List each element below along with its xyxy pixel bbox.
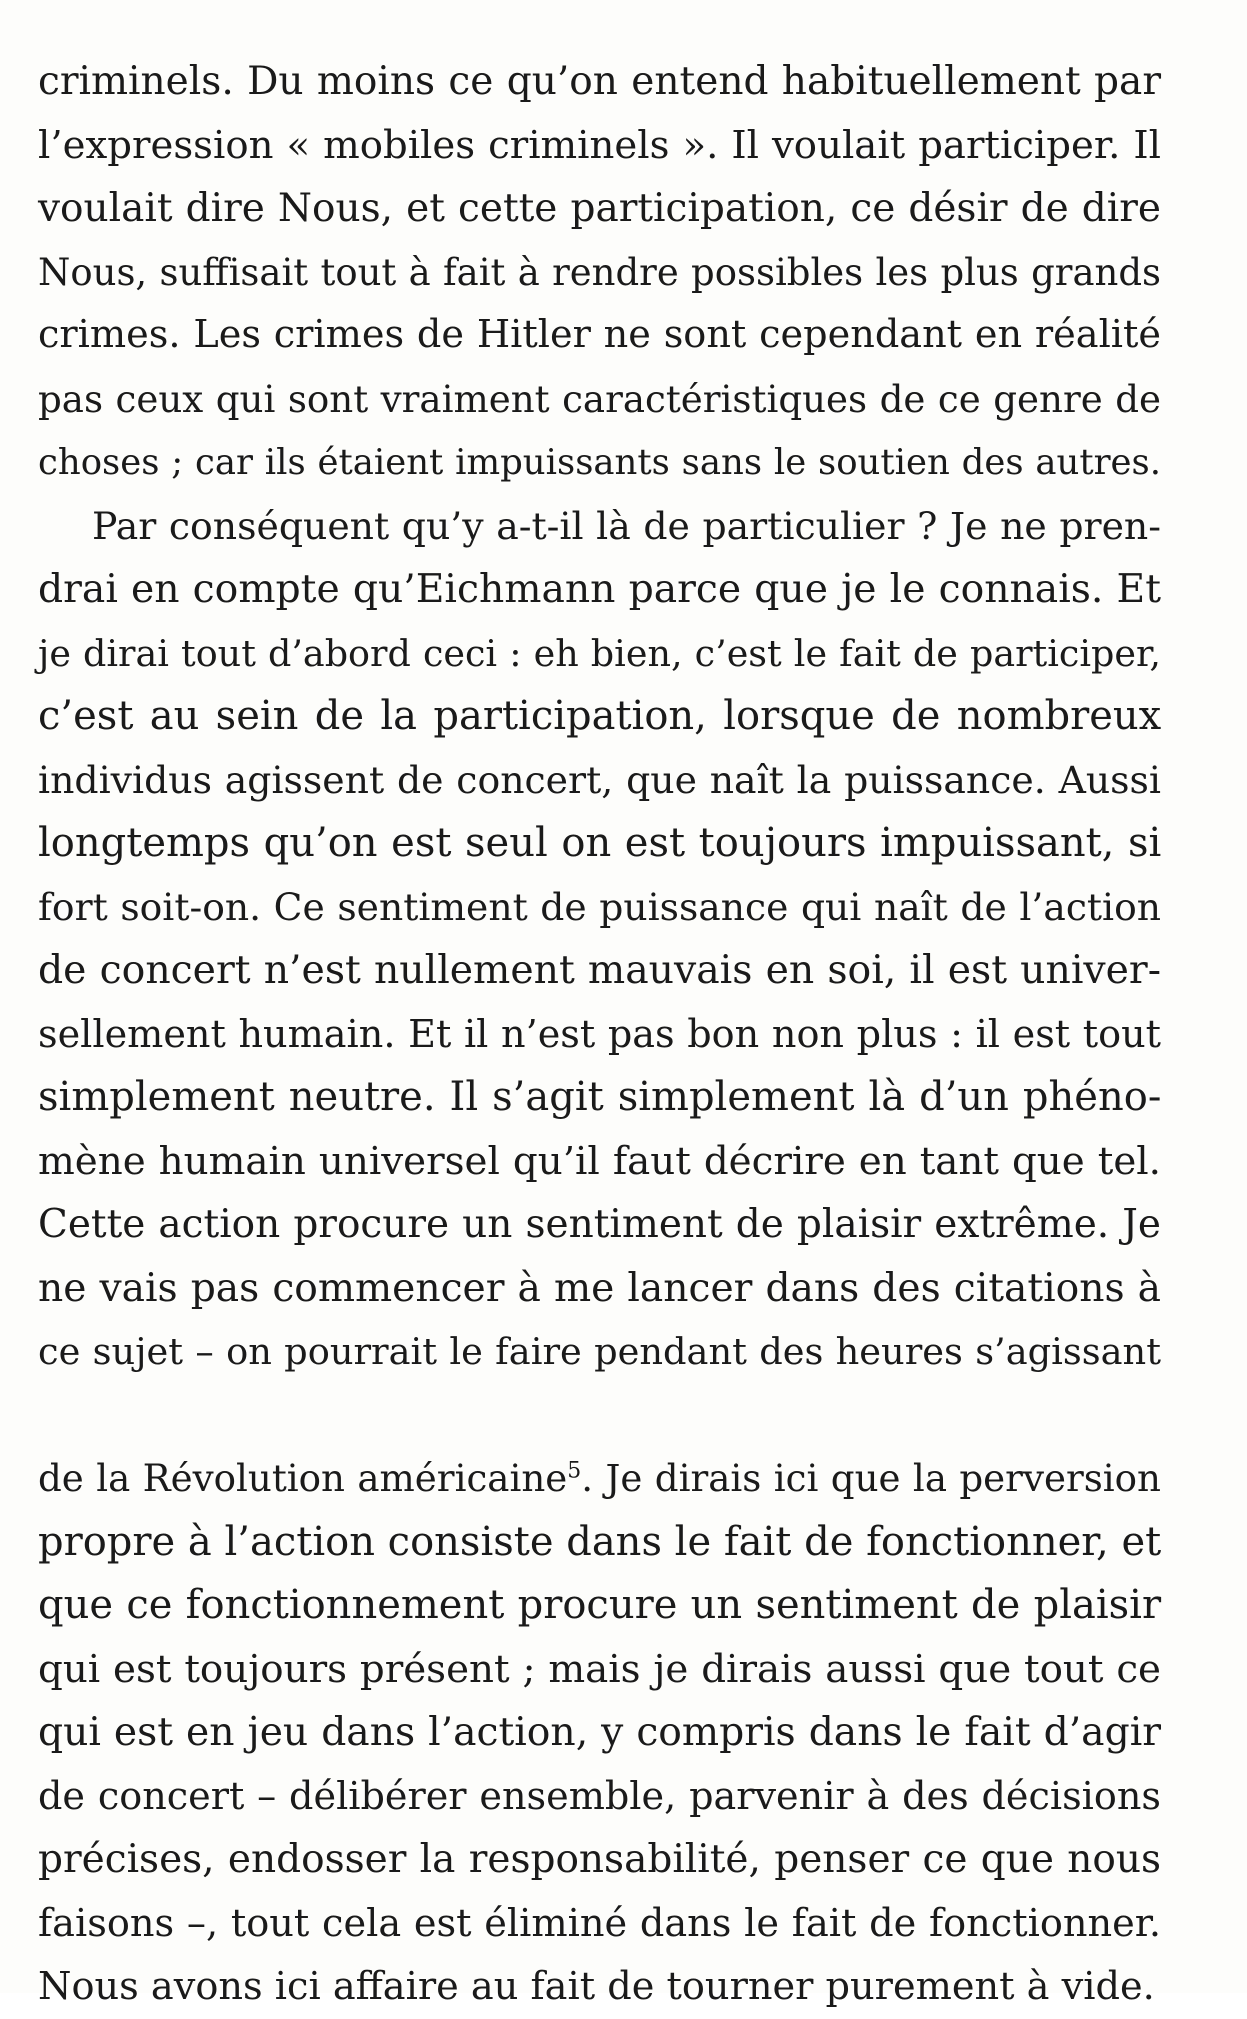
text-segment: . Je dirais ici que la perversion bbox=[581, 1456, 1161, 1500]
text-line: Cette action procure un sentiment de plaisir extrême. Je bbox=[38, 1202, 1161, 1247]
text-line: Nous, suffisait tout à fait à rendre possibles les plus grands bbox=[38, 250, 1161, 294]
text-line: ne vais pas commencer à me lancer dans des citations à bbox=[38, 1265, 1161, 1311]
text-line: fort soit-on. Ce sentiment de puissance qui naît de l’action bbox=[38, 884, 1161, 929]
text-line: Par conséquent qu’y a-t-il là de particulier ? Je ne pren- bbox=[92, 503, 1161, 548]
text-line: que ce fonctionnement procure un sentiment de plaisir bbox=[38, 1582, 1162, 1628]
text-line: de concert – délibérer ensemble, parvenir à des décisions bbox=[38, 1773, 1161, 1818]
text-line: mène humain universel qu’il faut décrire en tant que tel. bbox=[38, 1138, 1161, 1184]
text-line: ce sujet – on pourrait le faire pendant des heures s’agissant bbox=[38, 1330, 1161, 1373]
text-line: voulait dire Nous, et cette participation, ce désir de dire bbox=[38, 186, 1161, 231]
text-line: c’est au sein de la participation, lorsque de nombreux bbox=[38, 693, 1162, 739]
text-line-with-footnote bbox=[38, 1447, 1161, 1511]
text-line: pas ceux qui sont vraiment caractéristiques de ce genre de bbox=[38, 376, 1161, 421]
text-line: drai en compte qu’Eichmann parce que je le connais. Et bbox=[38, 567, 1161, 612]
text-line bbox=[38, 1384, 1161, 1448]
text-line: propre à l’action consiste dans le fait de fonctionner, et bbox=[38, 1518, 1162, 1565]
text-line: faisons –, tout cela est éliminé dans le fait de fonctionner. bbox=[38, 1900, 1161, 1946]
text-line: individus agissent de concert, que naît la puissance. Aussi bbox=[38, 757, 1161, 802]
text-line: qui est toujours présent ; mais je dirais aussi que tout ce bbox=[38, 1646, 1161, 1692]
text-line: précises, endosser la responsabilité, penser ce que nous bbox=[38, 1837, 1161, 1882]
text-line: de concert n’est nullement mauvais en soi, il est univer- bbox=[38, 947, 1161, 993]
text-line: je dirai tout d’abord ceci : eh bien, c’est le fait de participer, bbox=[38, 631, 1161, 675]
text-line: sellement humain. Et il n’est pas bon non plus : il est tout bbox=[38, 1011, 1161, 1056]
text-line: l’expression « mobiles criminels ». Il voulait participer. Il bbox=[38, 122, 1161, 168]
body-text bbox=[38, 50, 1161, 2019]
text-line: simplement neutre. Il s’agit simplement là d’un phéno- bbox=[38, 1074, 1162, 1120]
text-line: choses ; car ils étaient impuissants sans le soutien des autres. bbox=[38, 442, 1161, 483]
text-line: longtemps qu’on est seul on est toujours impuissant, si bbox=[38, 820, 1162, 866]
text-line: qui est en jeu dans l’action, y compris dans le fait d’agir bbox=[38, 1710, 1161, 1755]
text-line: Nous avons ici affaire au fait de tourner purement à vide. bbox=[38, 1964, 1155, 2009]
text-segment: de la Révolution américaine bbox=[38, 1456, 568, 1500]
text-line: crimes. Les crimes de Hitler ne sont cependant en réalité bbox=[38, 313, 1161, 357]
footnote-marker[interactable]: 5 bbox=[567, 1458, 582, 1484]
text-line: criminels. Du moins ce qu’on entend habituellement par bbox=[38, 59, 1161, 104]
